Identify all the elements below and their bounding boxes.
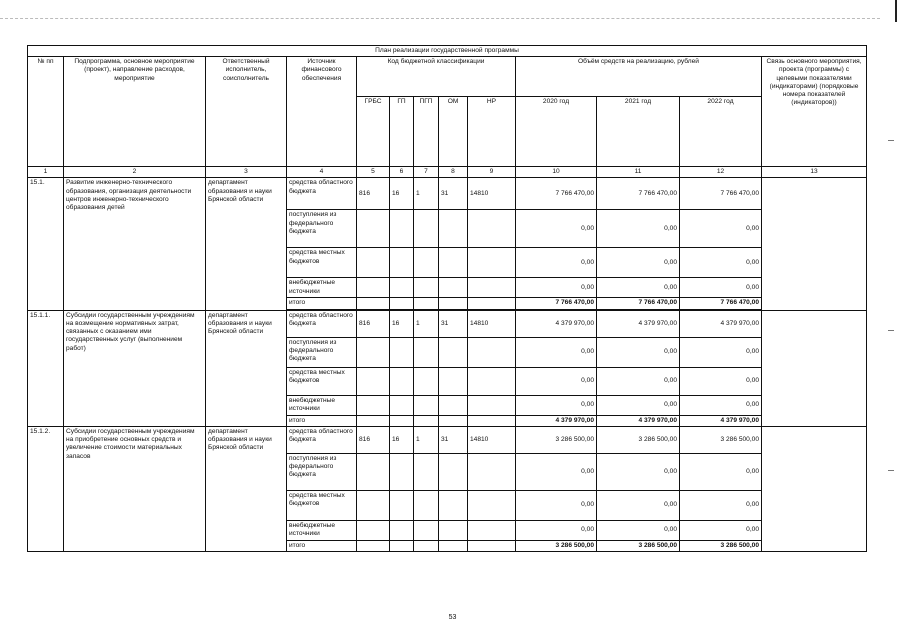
- table-row: [28, 178, 867, 210]
- amount-2021: 0,00: [597, 395, 680, 415]
- amount-2020: 3 286 500,00: [516, 426, 597, 453]
- scan-side-mark: [888, 140, 894, 141]
- source-federal: поступления из федерального бюджета: [287, 453, 357, 490]
- column-number-row: [28, 167, 867, 178]
- amount-2020: 0,00: [516, 520, 597, 540]
- amount-2021: 4 379 970,00: [597, 310, 680, 337]
- code-pgp: 1: [414, 426, 439, 453]
- source-total: итого: [287, 540, 357, 551]
- amount-2022: 0,00: [680, 337, 762, 367]
- amount-2021: 0,00: [597, 337, 680, 367]
- item-executor: департамент образования и науки Брянской области: [206, 310, 287, 426]
- header-volume: Объём средств на реализацию, рублей: [516, 57, 762, 97]
- indicator-link: [762, 426, 867, 551]
- source-total: итого: [287, 298, 357, 309]
- header-year-2022: 2022 год: [680, 97, 762, 167]
- source-regional: средства областного бюджета: [287, 426, 357, 453]
- header-pgp: ПГП: [414, 97, 439, 167]
- code-grbs: 816: [357, 178, 390, 210]
- amount-2021: 0,00: [597, 453, 680, 490]
- amount-2022: 0,00: [680, 520, 762, 540]
- amount-2021: 0,00: [597, 248, 680, 278]
- amount-2020: 0,00: [516, 395, 597, 415]
- code-om: 31: [439, 426, 468, 453]
- code-grbs: 816: [357, 310, 390, 337]
- indicator-link: [762, 310, 867, 426]
- amount-2020: 0,00: [516, 453, 597, 490]
- total-2022: 3 286 500,00: [680, 540, 762, 551]
- item-executor: департамент образования и науки Брянской области: [206, 178, 287, 310]
- amount-2020: 0,00: [516, 490, 597, 520]
- col-number: 10: [516, 167, 597, 178]
- source-regional: средства областного бюджета: [287, 178, 357, 210]
- amount-2021: 0,00: [597, 520, 680, 540]
- total-2020: 3 286 500,00: [516, 540, 597, 551]
- col-number: 8: [439, 167, 468, 178]
- page-number: 53: [448, 614, 457, 621]
- total-2022: 7 766 470,00: [680, 298, 762, 309]
- total-2022: 4 379 970,00: [680, 415, 762, 426]
- code-gp: 16: [390, 426, 414, 453]
- amount-2021: 3 286 500,00: [597, 426, 680, 453]
- plan-table: [27, 45, 867, 552]
- scan-edge-mark: [895, 0, 897, 22]
- item-num: 15.1.2.: [28, 426, 64, 551]
- col-number: 2: [64, 167, 206, 178]
- amount-2022: 0,00: [680, 278, 762, 298]
- col-number: 13: [762, 167, 867, 178]
- col-number: 5: [357, 167, 390, 178]
- header-link: Связь основного мероприятия, проекта (программы) с целевыми показателями (индикаторами) (порядковые номера показателей (индикаторов)): [762, 57, 867, 167]
- amount-2020: 0,00: [516, 210, 597, 248]
- header-name: Подпрограмма, основное мероприятие (проект), направление расходов, мероприятие: [64, 57, 206, 167]
- item-name: Субсидии государственным учреждениям на приобретение основных средств и увеличение стоимости материальных запасов: [64, 426, 206, 551]
- amount-2022: 0,00: [680, 248, 762, 278]
- amount-2021: 0,00: [597, 210, 680, 248]
- code-grbs: 816: [357, 426, 390, 453]
- amount-2022: 0,00: [680, 210, 762, 248]
- source-local: средства местных бюджетов: [287, 248, 357, 278]
- header-year-2021: 2021 год: [597, 97, 680, 167]
- amount-2021: 0,00: [597, 490, 680, 520]
- header-year-2020: 2020 год: [516, 97, 597, 167]
- header-source: Источник финансового обеспечения: [287, 57, 357, 167]
- header-num: № пп: [28, 57, 64, 167]
- scan-side-mark: [888, 330, 894, 331]
- table-row: [28, 310, 867, 337]
- amount-2022: 7 766 470,00: [680, 178, 762, 210]
- header-om: ОМ: [439, 97, 468, 167]
- amount-2022: 4 379 970,00: [680, 310, 762, 337]
- col-number: 12: [680, 167, 762, 178]
- amount-2021: 0,00: [597, 367, 680, 395]
- total-2020: 4 379 970,00: [516, 415, 597, 426]
- amount-2022: 0,00: [680, 395, 762, 415]
- amount-2020: 0,00: [516, 278, 597, 298]
- code-np: 14810: [468, 426, 516, 453]
- total-2021: 7 766 470,00: [597, 298, 680, 309]
- col-number: 9: [468, 167, 516, 178]
- amount-2020: 4 379 970,00: [516, 310, 597, 337]
- code-gp: 16: [390, 178, 414, 210]
- amount-2022: 3 286 500,00: [680, 426, 762, 453]
- amount-2020: 0,00: [516, 248, 597, 278]
- table-title: План реализации государственной программы: [28, 46, 867, 57]
- source-extra: внебюджетные источники: [287, 520, 357, 540]
- item-num: 15.1.: [28, 178, 64, 310]
- total-2021: 4 379 970,00: [597, 415, 680, 426]
- header-executor: Ответственный исполнитель, соисполнитель: [206, 57, 287, 167]
- amount-2022: 0,00: [680, 453, 762, 490]
- col-number: 4: [287, 167, 357, 178]
- source-extra: внебюджетные источники: [287, 395, 357, 415]
- amount-2021: 0,00: [597, 278, 680, 298]
- code-gp: 16: [390, 310, 414, 337]
- code-om: 31: [439, 310, 468, 337]
- col-number: 1: [28, 167, 64, 178]
- col-number: 7: [414, 167, 439, 178]
- item-executor: департамент образования и науки Брянской области: [206, 426, 287, 551]
- code-np: 14810: [468, 310, 516, 337]
- table-row: [28, 426, 867, 453]
- col-number: 6: [390, 167, 414, 178]
- source-federal: поступления из федерального бюджета: [287, 337, 357, 367]
- amount-2020: 0,00: [516, 367, 597, 395]
- header-gp: ГП: [390, 97, 414, 167]
- total-2020: 7 766 470,00: [516, 298, 597, 309]
- indicator-link: [762, 178, 867, 310]
- amount-2020: 7 766 470,00: [516, 178, 597, 210]
- code-om: 31: [439, 178, 468, 210]
- code-np: 14810: [468, 178, 516, 210]
- header-budget-code: Код бюджетной классификации: [357, 57, 516, 97]
- item-num: 15.1.1.: [28, 310, 64, 426]
- scan-artifact-line: [0, 18, 880, 19]
- amount-2022: 0,00: [680, 367, 762, 395]
- code-pgp: 1: [414, 310, 439, 337]
- source-federal: поступления из федерального бюджета: [287, 210, 357, 248]
- source-extra: внебюджетные источники: [287, 278, 357, 298]
- scan-side-mark: [888, 470, 894, 471]
- header-np: НР: [468, 97, 516, 167]
- item-name: Развитие инженерно-технического образования, организация деятельности центров инженерно-технического образования детей: [64, 178, 206, 310]
- code-pgp: 1: [414, 178, 439, 210]
- source-regional: средства областного бюджета: [287, 310, 357, 337]
- item-name: Субсидии государственным учреждениям на возмещение нормативных затрат, связанных с оказанием ими государственных услуг (выполнением работ): [64, 310, 206, 426]
- col-number: 11: [597, 167, 680, 178]
- total-2021: 3 286 500,00: [597, 540, 680, 551]
- source-total: итого: [287, 415, 357, 426]
- header-grbs: ГРБС: [357, 97, 390, 167]
- source-local: средства местных бюджетов: [287, 367, 357, 395]
- amount-2022: 0,00: [680, 490, 762, 520]
- amount-2021: 7 766 470,00: [597, 178, 680, 210]
- source-local: средства местных бюджетов: [287, 490, 357, 520]
- col-number: 3: [206, 167, 287, 178]
- amount-2020: 0,00: [516, 337, 597, 367]
